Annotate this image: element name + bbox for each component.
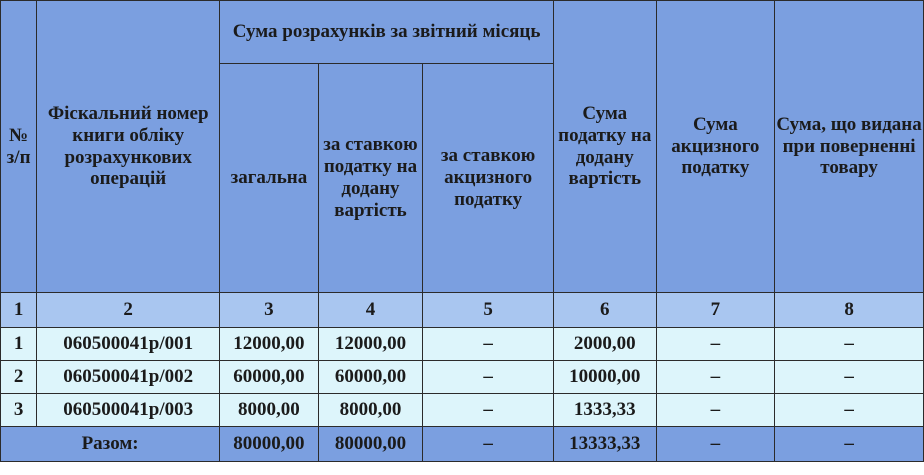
cell-vat-rate: 60000,00 bbox=[318, 361, 423, 394]
cell-book-number: 060500041р/002 bbox=[37, 361, 220, 394]
header-cell-book-number: Фіскальний номер книги обліку розрахункових операцій bbox=[37, 1, 220, 293]
cell-row-number: 3 bbox=[1, 394, 37, 427]
column-number-7: 7 bbox=[656, 293, 775, 328]
column-number-6: 6 bbox=[553, 293, 656, 328]
total-cell-total: 80000,00 bbox=[220, 427, 319, 462]
column-number-4: 4 bbox=[318, 293, 423, 328]
column-number-8: 8 bbox=[775, 293, 924, 328]
cell-total: 60000,00 bbox=[220, 361, 319, 394]
cell-vat-rate: 12000,00 bbox=[318, 328, 423, 361]
column-number-5: 5 bbox=[423, 293, 554, 328]
table-row bbox=[1, 394, 924, 427]
total-cell-excise-rate: – bbox=[423, 427, 554, 462]
header-cell-vat-sum: Сума податку на додану вартість bbox=[553, 1, 656, 293]
cell-excise-sum: – bbox=[656, 394, 775, 427]
total-row-label: Разом: bbox=[1, 427, 220, 462]
cell-excise-sum: – bbox=[656, 328, 775, 361]
cell-returned: – bbox=[775, 394, 924, 427]
cell-book-number: 060500041р/001 bbox=[37, 328, 220, 361]
column-number-3: 3 bbox=[220, 293, 319, 328]
cell-row-number: 1 bbox=[1, 328, 37, 361]
total-cell-vat-sum: 13333,33 bbox=[553, 427, 656, 462]
table-row bbox=[1, 361, 924, 394]
cell-returned: – bbox=[775, 328, 924, 361]
column-number-1: 1 bbox=[1, 293, 37, 328]
cell-excise-sum: – bbox=[656, 361, 775, 394]
cell-vat-sum: 10000,00 bbox=[553, 361, 656, 394]
total-row bbox=[1, 427, 924, 462]
cell-total: 12000,00 bbox=[220, 328, 319, 361]
table-row bbox=[1, 328, 924, 361]
column-number-2: 2 bbox=[37, 293, 220, 328]
header-cell-total: загальна bbox=[220, 64, 319, 293]
cell-excise-rate: – bbox=[423, 394, 554, 427]
total-cell-vat-rate: 80000,00 bbox=[318, 427, 423, 462]
column-number-row bbox=[1, 293, 924, 328]
cell-total: 8000,00 bbox=[220, 394, 319, 427]
total-cell-returned: – bbox=[775, 427, 924, 462]
cell-vat-sum: 1333,33 bbox=[553, 394, 656, 427]
total-cell-excise-sum: – bbox=[656, 427, 775, 462]
cell-vat-sum: 2000,00 bbox=[553, 328, 656, 361]
cell-book-number: 060500041р/003 bbox=[37, 394, 220, 427]
cell-row-number: 2 bbox=[1, 361, 37, 394]
header-cell-excise-sum: Сума акцизного податку bbox=[656, 1, 775, 293]
cell-vat-rate: 8000,00 bbox=[318, 394, 423, 427]
header-cell-group-settlements: Сума розрахунків за звітний місяць bbox=[220, 1, 554, 64]
header-cell-excise-rate: за ставкою акцизного податку bbox=[423, 64, 554, 293]
cell-returned: – bbox=[775, 361, 924, 394]
header-cell-vat-rate: за ставкою податку на додану вартість bbox=[318, 64, 423, 293]
header-cell-row-number: № з/п bbox=[1, 1, 37, 293]
cell-excise-rate: – bbox=[423, 361, 554, 394]
header-cell-returned-sum: Сума, що видана при поверненні товару bbox=[775, 1, 924, 293]
header-row-top bbox=[1, 1, 924, 64]
cell-excise-rate: – bbox=[423, 328, 554, 361]
